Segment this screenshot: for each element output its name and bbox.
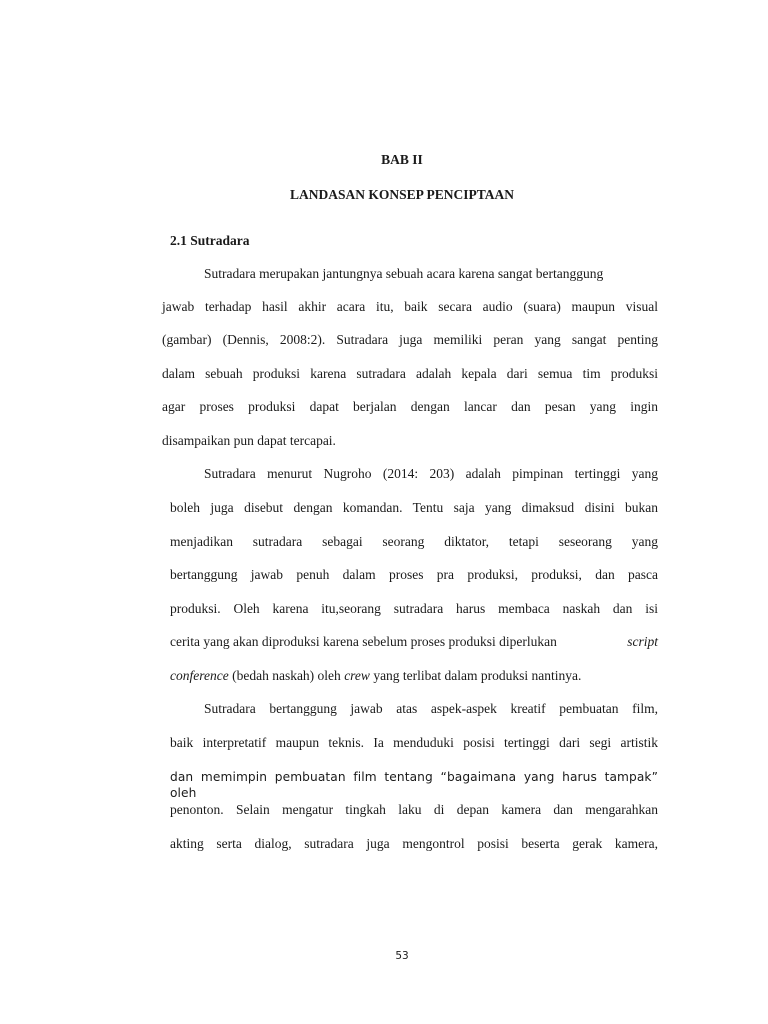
- paragraph-1-line-2: jawab terhadap hasil akhir acara itu, baik secara audio (suara) maupun visual: [162, 299, 658, 314]
- paragraph-2-line-1: Sutradara menurut Nugroho (2014: 203) adalah pimpinan tertinggi yang: [204, 466, 658, 481]
- paragraph-1-line-5: agar proses produksi dapat berjalan dengan lancar dan pesan yang ingin: [162, 399, 658, 414]
- line-7-text-b: yang terlibat dalam produksi nantinya.: [373, 668, 582, 683]
- page-number: 53: [395, 950, 409, 962]
- chapter-title: LANDASAN KONSEP PENCIPTAAN: [289, 187, 515, 202]
- paragraph-3-line-5: akting serta dialog, sutradara juga mengontrol posisi beserta gerak kamera,: [170, 836, 658, 851]
- paragraph-2-line-5: produksi. Oleh karena itu,seorang sutradara harus membaca naskah dan isi: [170, 601, 658, 616]
- italic-conference: conference: [170, 668, 229, 683]
- paragraph-1-line-3: (gambar) (Dennis, 2008:2). Sutradara juga memiliki peran yang sangat penting: [162, 332, 658, 347]
- paragraph-1-line-1: Sutradara merupakan jantungnya sebuah acara karena sangat bertanggung: [204, 266, 604, 281]
- paragraph-2-line-2: boleh juga disebut dengan komandan. Tentu saja yang dimaksud disini bukan: [170, 500, 658, 515]
- paragraph-2-line-4: bertanggung jawab penuh dalam proses pra produksi, produksi, dan pasca: [170, 567, 658, 582]
- italic-script: script: [627, 634, 658, 649]
- paragraph-3-line-1: Sutradara bertanggung jawab atas aspek-aspek kreatif pembuatan film,: [204, 701, 658, 716]
- line-7-text-a: (bedah naskah) oleh: [232, 668, 341, 683]
- paragraph-2-line-3: menjadikan sutradara sebagai seorang diktator, tetapi seseorang yang: [170, 534, 658, 549]
- paragraph-1-line-4: dalam sebuah produksi karena sutradara adalah kepala dari semua tim produksi: [162, 366, 658, 381]
- paragraph-2-line-6: [170, 634, 658, 650]
- section-heading: 2.1 Sutradara: [170, 233, 250, 248]
- paragraph-3-line-3: dan memimpin pembuatan film tentang “bagaimana yang harus tampak” oleh: [170, 770, 658, 800]
- paragraph-3-line-2: baik interpretatif maupun teknis. Ia menduduki posisi tertinggi dari segi artistik: [170, 735, 658, 750]
- paragraph-2-line-7: [170, 668, 581, 684]
- chapter-number: BAB II: [381, 152, 423, 167]
- paragraph-1-line-6: disampaikan pun dapat tercapai.: [162, 433, 336, 448]
- paragraph-3-line-4: penonton. Selain mengatur tingkah laku di depan kamera dan mengarahkan: [170, 802, 658, 817]
- italic-crew: crew: [344, 668, 370, 683]
- line-6-text: cerita yang akan diproduksi karena sebelum proses produksi diperlukan: [170, 634, 557, 649]
